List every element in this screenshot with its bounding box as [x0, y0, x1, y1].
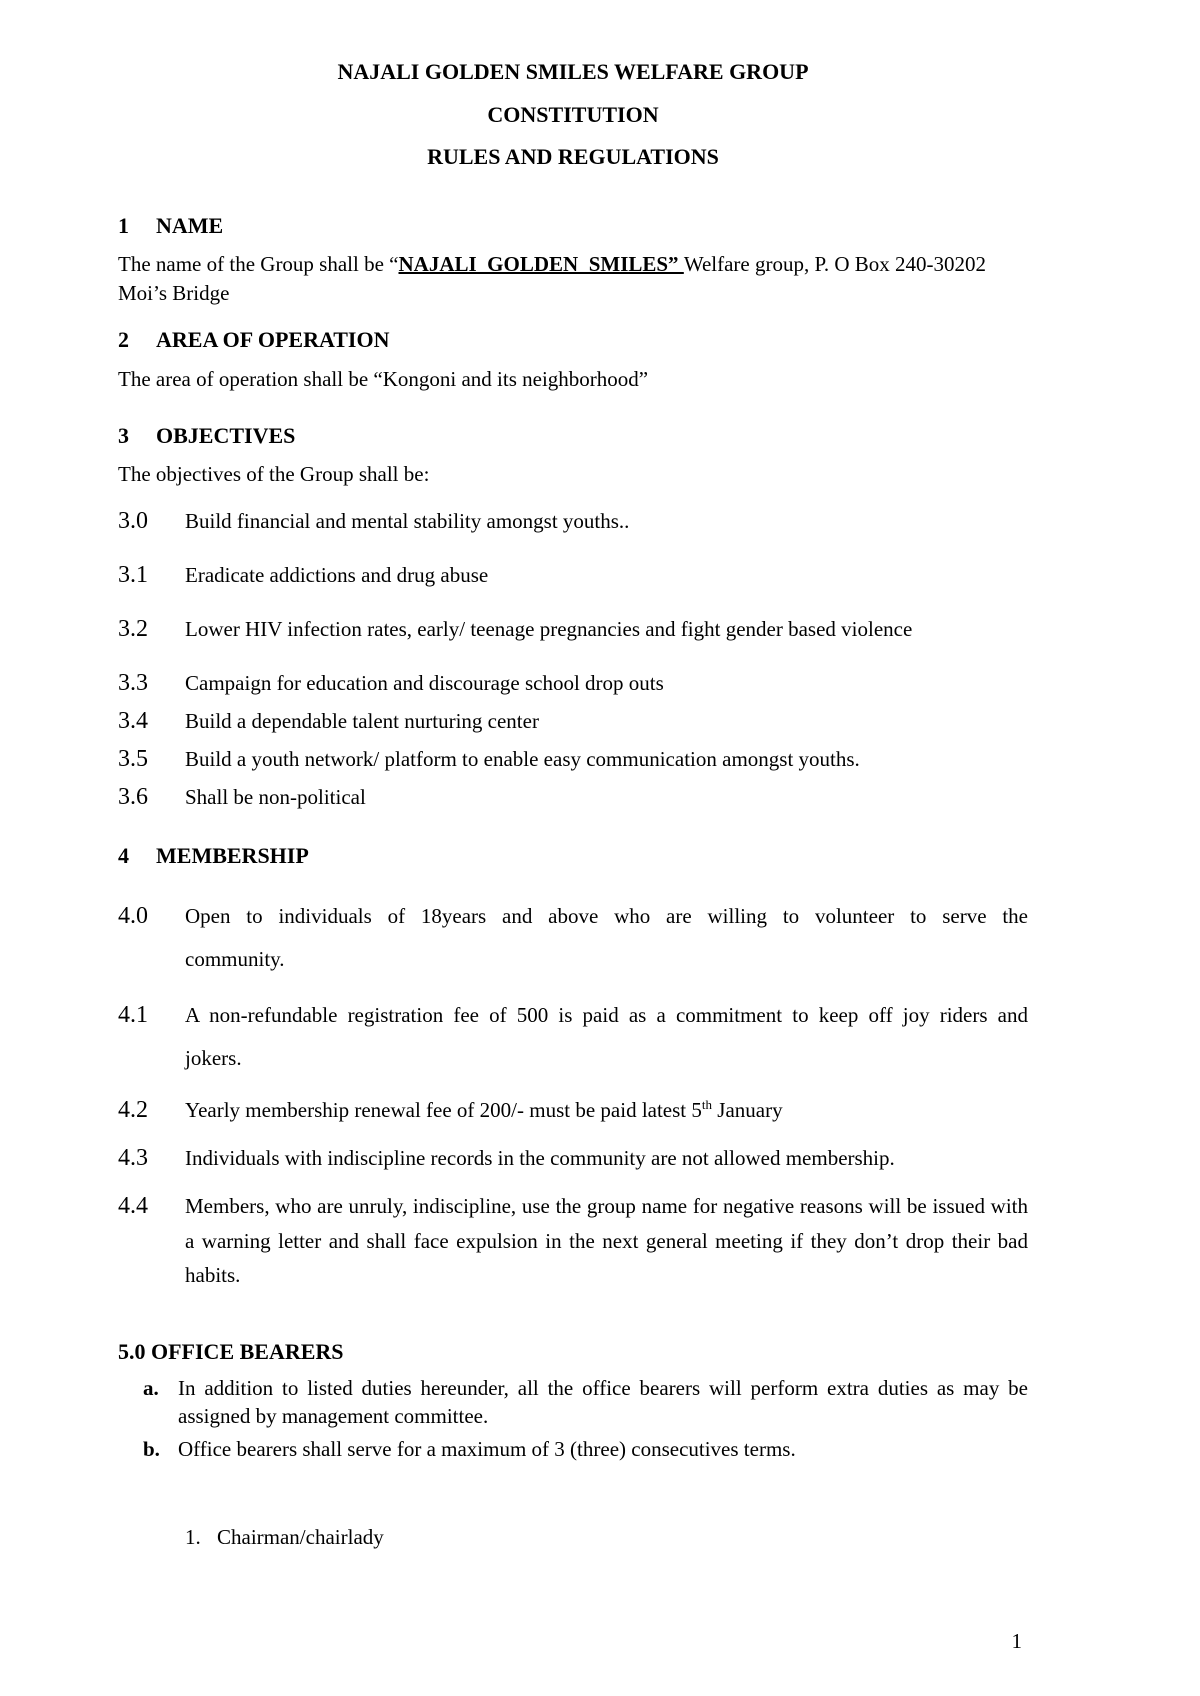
membership-number: 4.1 [118, 1001, 148, 1028]
office-item-b [143, 1436, 1028, 1464]
section-membership [118, 842, 1028, 1293]
objective-text: Lower HIV infection rates, early/ teenage pregnancies and fight gender based violence [185, 617, 913, 642]
membership-item-4-1 [118, 994, 1028, 1080]
office-item-label: a. [143, 1376, 159, 1401]
group-name-emphasis: NAJALI GOLDEN SMILES” [398, 252, 684, 277]
objectives-intro: The objectives of the Group shall be: [118, 462, 430, 487]
objective-text: Build a youth network/ platform to enable easy communication amongst youths. [185, 747, 860, 772]
office-bearers-heading: 5.0 OFFICE BEARERS [118, 1339, 344, 1365]
section-area-label: AREA OF OPERATION [156, 327, 390, 353]
objective-number: 3.0 [118, 508, 148, 535]
membership-item-4-4 [118, 1189, 1028, 1294]
section-name-number: 1 [118, 212, 129, 238]
membership-item-4-0 [118, 895, 1028, 981]
objective-text: Build financial and mental stability amongst youths.. [185, 509, 630, 534]
objective-number: 3.3 [118, 670, 148, 697]
membership-list [118, 895, 1028, 1293]
office-numbered-item-1 [185, 1525, 1028, 1550]
objective-text: Campaign for education and discourage school drop outs [185, 671, 664, 696]
membership-text: Members, who are unruly, indiscipline, use the group name for negative reasons will be issued with a warning letter and shall face expulsion in the next general meeting if they don’t drop their bad habits. [185, 1193, 1028, 1288]
membership-number: 4.0 [118, 902, 148, 929]
objective-item-3-6 [118, 783, 1028, 812]
ordinal-superscript: th [701, 1097, 713, 1112]
objective-number: 3.2 [118, 616, 148, 643]
objective-text: Build a dependable talent nurturing center [185, 709, 539, 734]
objective-text: Eradicate addictions and drug abuse [185, 563, 489, 588]
office-numbered-label: 1. [185, 1525, 201, 1550]
membership-number: 4.3 [118, 1144, 148, 1171]
name-body [118, 250, 1028, 308]
office-numbered-text: Chairman/chairlady [217, 1525, 384, 1550]
objective-number: 3.4 [118, 708, 148, 735]
section-objectives-number: 3 [118, 422, 129, 448]
objective-item-3-2 [118, 615, 1028, 644]
page-number: 1 [1011, 1629, 1022, 1653]
objective-number: 3.6 [118, 784, 148, 811]
office-item-a [143, 1375, 1028, 1430]
membership-text [185, 1093, 1028, 1128]
membership-number: 4.2 [118, 1097, 148, 1123]
membership-text: Individuals with indiscipline records in the community are not allowed membership. [185, 1145, 895, 1170]
objective-item-3-3 [118, 669, 1028, 698]
objective-item-3-0 [118, 507, 1028, 536]
objectives-list [118, 507, 1028, 812]
section-objectives [118, 422, 1028, 812]
membership-item-4-3 [118, 1141, 1028, 1176]
name-body-before: The name of the Group shall be “ [118, 252, 399, 277]
section-name [118, 212, 1028, 309]
section-membership-number: 4 [118, 843, 129, 869]
document-header [118, 58, 1028, 172]
objective-number: 3.5 [118, 746, 148, 773]
section-name-label: NAME [156, 212, 224, 238]
membership-text-after: January [712, 1098, 783, 1122]
membership-item-4-2 [118, 1093, 1028, 1128]
section-office-bearers [118, 1339, 1028, 1550]
name-body-after: Welfare group, P. O Box 240-30202 Moi’s Bridge [118, 252, 986, 306]
objective-item-3-1 [118, 561, 1028, 590]
membership-number: 4.4 [118, 1192, 148, 1219]
office-item-text: In addition to listed duties hereunder, all the office bearers will perform extra duties as may be assigned by management committee. [178, 1376, 1028, 1429]
doc-subtitle-rules: RULES AND REGULATIONS [427, 144, 719, 170]
area-body: The area of operation shall be “Kongoni and its neighborhood” [118, 366, 649, 391]
doc-title: NAJALI GOLDEN SMILES WELFARE GROUP [337, 59, 809, 84]
objective-item-3-5 [118, 745, 1028, 774]
office-item-text: Office bearers shall serve for a maximum of 3 (three) consecutives terms. [178, 1436, 796, 1461]
section-objectives-heading [118, 422, 1028, 451]
section-area-of-operation [118, 326, 1028, 394]
section-name-heading [118, 212, 1028, 241]
section-objectives-label: OBJECTIVES [156, 422, 296, 448]
membership-text-before: Yearly membership renewal fee of 200/- must be paid latest 5 [185, 1098, 702, 1122]
section-membership-label: MEMBERSHIP [156, 843, 309, 869]
doc-subtitle-constitution: CONSTITUTION [487, 101, 659, 127]
membership-text: A non-refundable registration fee of 500 is paid as a commitment to keep off joy riders and jokers. [185, 1002, 1028, 1070]
section-area-number: 2 [118, 327, 129, 353]
section-membership-heading [118, 842, 1028, 871]
membership-text: Open to individuals of 18years and above who are willing to volunteer to serve the community. [185, 903, 1028, 971]
objective-number: 3.1 [118, 562, 148, 589]
objective-item-3-4 [118, 707, 1028, 736]
office-item-label: b. [143, 1436, 160, 1461]
objective-text: Shall be non-political [185, 785, 366, 810]
section-area-heading [118, 326, 1028, 355]
